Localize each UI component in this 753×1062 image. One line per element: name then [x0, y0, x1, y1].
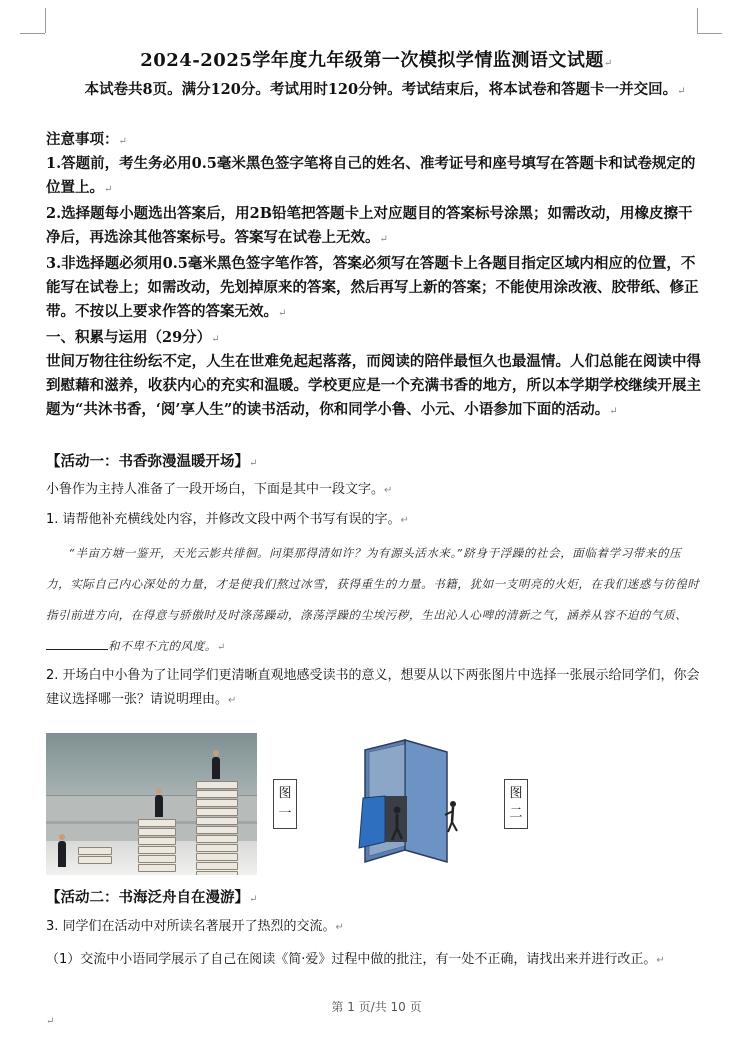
crop-mark [697, 33, 722, 34]
instruction-item-1: 1.答题前，考生务必用0.5毫米黑色签字笔将自己的姓名、准考证号和座号填写在答题卡和试卷规定的位置上。↵ [46, 155, 696, 196]
activity-heading: 【活动二：书海泛舟自在漫游】↵ [46, 889, 258, 906]
question-2: 2. 开场白中小鲁为了让同学们更清晰直观地感受读书的意义，想要从以下两张图片中选择一张展示给同学们，你会建议选择哪一张？请说明理由。↵ [46, 668, 700, 707]
question-3-part-1: （1）交流中小语同学展示了自己在阅读《简·爱》过程中做的批注，有一处不正确，请找出来并进行改正。↵ [46, 952, 665, 967]
figure-2-illustration [345, 738, 465, 864]
page-title: 2024-2025学年度九年级第一次模拟学情监测语文试题↵ [140, 50, 613, 71]
crop-mark [45, 8, 46, 33]
activity-heading: 【活动一：书香弥漫温暖开场】↵ [46, 453, 258, 470]
fill-blank[interactable] [46, 637, 108, 650]
quoted-passage: “半亩方塘一鉴开，天光云影共徘徊。问渠那得清如许？为有源头活水来。”跻身于浮躁的社会，面临着学习带来的压力，实际自己内心深处的力量，才是使我们熬过冰雪，获得重生的力量。书籍，犹如一支明亮的火炬，在我们迷惑与彷徨时指引前进方向，在得意与骄傲时及时涤荡躁动，涤荡浮躁的尘埃污秽，生出沁人心啤的清新之气，涵养从容不迫的气质、和不卑不亢的风度。↵ [46, 546, 700, 653]
crop-mark [20, 33, 45, 34]
paragraph-mark: ↵ [46, 1016, 55, 1027]
page-footer: 第 1 页/共 10 页 [331, 1000, 422, 1014]
figure-1-label: 图一 [273, 779, 297, 829]
instructions-heading: 注意事项：↵ [46, 131, 127, 148]
exam-notice: 本试卷共8页。满分120分。考试用时120分钟。考试结束后，将本试卷和答题卡一并交回。↵ [84, 81, 686, 98]
person-figure [212, 757, 220, 779]
section-heading: 一、积累与运用（29分）↵ [46, 329, 220, 346]
question-3: 3. 同学们在活动中对所读名著展开了热烈的交流。↵ [46, 919, 344, 934]
section-intro: 世间万物往往纷纭不定，人生在世难免起起落落，而阅读的陪伴最恒久也最温情。人们总能在阅读中得到慰藉和滋养，收获内心的充实和温暖。学校更应是一个充满书香的地方，所以本学期学校继续开展主题为“共沐书香，‘阅’享人生”的读书活动，你和同学小鲁、小元、小语参加下面的活动。↵ [46, 353, 701, 418]
instruction-item-2: 2.选择题每小题选出答案后，用2B铅笔把答题卡上对应题目的答案标号涂黑；如需改动，用橡皮擦干净后，再选涂其他答案标号。答案写在试卷上无效。↵ [46, 205, 693, 246]
instruction-item-3: 3.非选择题必须用0.5毫米黑色签字笔作答，答案必须写在答题卡上各题目指定区域内相应的位置，不能写在试卷上；如需改动，先划掉原来的答案，然后再写上新的答案；不能使用涂改液、胶带纸、修正带。不按以上要求作答的答案无效。↵ [46, 255, 699, 320]
activity-lead: 小鲁作为主持人准备了一段开场白，下面是其中一段文字。↵ [46, 482, 393, 497]
figure-2-label: 图二 [504, 779, 528, 829]
person-figure [58, 841, 66, 867]
crop-mark [697, 8, 698, 33]
person-figure [155, 795, 163, 817]
question-1: 1. 请帮他补充横线处内容，并修改文段中两个书写有误的字。↵ [46, 512, 409, 527]
figure-1-photo [46, 733, 257, 875]
